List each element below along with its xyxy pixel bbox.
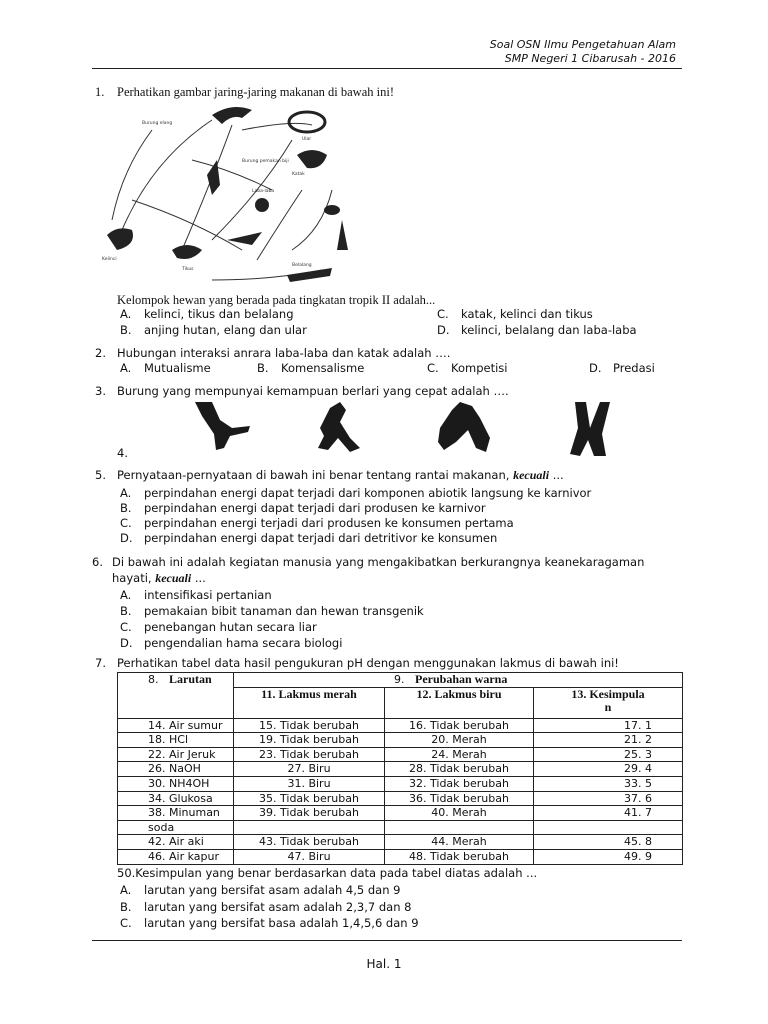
option-letter: D. [589,361,602,375]
q6-option-b[interactable] [120,604,424,618]
option-text: perpindahan energi dapat terjadi dari produsen ke karnivor [144,501,486,515]
option-letter: D. [120,636,133,650]
q5-emphasis: kecuali [513,468,550,482]
cell-larutan: 22. Air Jeruk [118,747,234,762]
option-letter: B. [120,323,132,337]
q5-option-d[interactable] [120,531,497,545]
option-text: larutan yang bersifat basa adalah 1,4,5,6 dan 9 [144,916,419,930]
q2-option-b[interactable] [257,361,364,375]
cell-lakmus-merah: 27. Biru [234,762,385,777]
cell-kesimpulan: 25. 3 [534,747,683,762]
cell-lakmus-merah: 31. Biru [234,776,385,791]
q2-number: 2. [95,346,106,360]
q5-option-a[interactable] [120,486,591,500]
option-text: pemakaian bibit tanaman dan hewan transgenik [144,604,424,618]
fig-label-grasshopper: Belalang [292,263,312,268]
cell-lakmus-biru: 36. Tidak berubah [385,791,534,806]
header-label: 12. Lakmus biru [416,686,502,701]
fig-label-mouse: Tikus [182,267,194,272]
header-larutan [118,673,234,719]
option-letter: D. [120,531,133,545]
option-text: perpindahan energi dapat terjadi dari detritivor ke konsumen [144,531,498,545]
q6-option-a[interactable] [120,588,272,602]
fig-label-eagle: Burung elang [142,121,173,126]
table-row [118,820,683,835]
option-letter: B. [120,604,132,618]
header-line-1: Soal OSN Ilmu Pengetahuan Alam [489,38,676,51]
q5-text-tail: ... [549,468,564,482]
cell-lakmus-merah [234,820,385,835]
cell-lakmus-biru: 32. Tidak berubah [385,776,534,791]
q1-option-a[interactable] [120,307,294,321]
header-line-2: SMP Negeri 1 Cibarusah - 2016 [504,52,676,65]
ph-table [117,672,683,865]
cell-lakmus-merah: 35. Tidak berubah [234,791,385,806]
q6-number: 6. [92,555,103,569]
cell-lakmus-merah: 43. Tidak berubah [234,835,385,850]
bird-foot-d-icon [570,402,610,456]
header-lakmus-biru [385,687,534,718]
table-row [118,849,683,864]
table-row [118,733,683,748]
q1-option-d[interactable] [437,323,637,337]
header-perubahan [234,673,683,688]
option-text: Predasi [613,361,655,375]
option-text: Kompetisi [451,361,508,375]
option-text: pengendalian hama secara biologi [144,636,343,650]
option-letter: A. [120,588,132,602]
cell-larutan: soda [118,820,234,835]
cell-lakmus-merah: 19. Tidak berubah [234,733,385,748]
q50-text: 50.Kesimpulan yang benar berdasarkan data pada tabel diatas adalah ... [117,866,538,880]
q1-text: Perhatikan gambar jaring-jaring makanan di bawah ini! [117,85,394,99]
q6-text-line2 [112,571,206,586]
cell-lakmus-biru: 48. Tidak berubah [385,849,534,864]
header-label: n [604,700,612,715]
table-row [118,747,683,762]
q1-stem: Kelompok hewan yang berada pada tingkatan tropik II adalah... [117,293,436,307]
option-letter: D. [437,323,450,337]
option-letter: C. [427,361,439,375]
q5-option-c[interactable] [120,516,514,530]
option-text: perpindahan energi terjadi dari produsen ke konsumen pertama [144,516,514,530]
cell-larutan: 18. HCl [118,733,234,748]
cell-lakmus-biru [385,820,534,835]
header-label: 11. Lakmus merah [261,686,357,701]
cell-kesimpulan: 41. 7 [534,806,683,821]
header-kesimpulan [534,687,683,718]
option-letter: C. [120,916,132,930]
cell-kesimpulan: 45. 8 [534,835,683,850]
footer-rule [92,940,682,941]
option-text: larutan yang bersifat asam adalah 2,3,7 dan 8 [144,900,412,914]
option-text: penebangan hutan secara liar [144,620,317,634]
option-letter: C. [120,516,132,530]
bird-feet-figure [190,398,630,458]
table-row [118,791,683,806]
table-row [118,762,683,777]
q6-text-tail: ... [191,571,206,585]
cell-lakmus-merah: 39. Tidak berubah [234,806,385,821]
q1-number: 1. [95,85,105,99]
q7-number: 7. [95,656,106,670]
option-letter: B. [257,361,269,375]
food-web-figure [92,100,350,292]
table-row [118,835,683,850]
q50-option-a[interactable] [120,883,400,897]
cell-larutan: 46. Air kapur [118,849,234,864]
option-text: perpindahan energi dapat terjadi dari komponen abiotik langsung ke karnivor [144,486,592,500]
q5-number: 5. [95,468,106,482]
option-letter: B. [120,501,132,515]
header-num: 8. [148,673,159,686]
cell-lakmus-merah: 47. Biru [234,849,385,864]
cell-larutan: 38. Minuman [118,806,234,821]
cell-kesimpulan: 29. 4 [534,762,683,777]
option-letter: A. [120,486,132,500]
q6-option-d[interactable] [120,636,342,650]
cell-lakmus-biru: 44. Merah [385,835,534,850]
table-row [118,806,683,821]
q3-number: 3. [95,384,106,398]
q50-option-b[interactable] [120,900,411,914]
cell-lakmus-merah: 15. Tidak berubah [234,718,385,733]
option-text: larutan yang bersifat asam adalah 4,5 dan 9 [144,883,401,897]
q1-option-b[interactable] [120,323,307,337]
header-label: 13. Kesimpula [571,686,645,701]
table-row [118,776,683,791]
beetle-icon [324,205,340,215]
header-larutan-label: Larutan [169,672,212,686]
option-letter: A. [120,361,132,375]
cell-kesimpulan: 49. 9 [534,849,683,864]
option-text: kelinci, tikus dan belalang [144,307,294,321]
q6-emphasis: kecuali [155,571,192,585]
page-number: Hal. 1 [366,957,402,971]
q5-text [117,468,564,483]
q2-option-c[interactable] [427,361,507,375]
cell-larutan: 42. Air aki [118,835,234,850]
q2-option-a[interactable] [120,361,211,375]
fig-label-snake: Ular [302,137,312,142]
cell-lakmus-biru: 24. Merah [385,747,534,762]
cell-kesimpulan: 37. 6 [534,791,683,806]
cell-kesimpulan [534,820,683,835]
fig-label-spider: Laba-laba [252,189,275,194]
q6-text: Di bawah ini adalah kegiatan manusia yang mengakibatkan berkurangnya keanekaragaman [112,555,645,569]
cell-kesimpulan: 33. 5 [534,776,683,791]
q2-text: Hubungan interaksi anrara laba-laba dan katak adalah …. [117,346,451,360]
cell-lakmus-biru: 40. Merah [385,806,534,821]
q3-text: Burung yang mempunyai kemampuan berlari yang cepat adalah …. [117,384,509,398]
cell-lakmus-biru: 20. Merah [385,733,534,748]
option-text: kelinci, belalang dan laba-laba [461,323,637,337]
cell-lakmus-biru: 16. Tidak berubah [385,718,534,733]
header-lakmus-merah [234,687,385,718]
table-row [118,718,683,733]
option-text: katak, kelinci dan tikus [461,307,593,321]
option-letter: B. [120,900,132,914]
cell-kesimpulan: 21. 2 [534,733,683,748]
cell-larutan: 30. NH4OH [118,776,234,791]
bird-foot-a-icon [195,402,250,450]
q7-text: Perhatikan tabel data hasil pengukuran pH dengan menggunakan lakmus di bawah ini! [117,656,619,670]
option-text: Komensalisme [281,361,365,375]
cell-larutan: 14. Air sumur [118,718,234,733]
fig-label-rabbit: Kelinci [102,257,117,262]
bird-foot-b-icon [318,402,360,452]
q4-number: 4. [117,446,128,460]
q50-option-c[interactable] [120,916,419,930]
option-letter: C. [120,620,132,634]
q5-option-b[interactable] [120,501,486,515]
header-num: 9. [394,673,405,686]
bird-foot-c-icon [438,402,490,452]
cell-kesimpulan: 17. 1 [534,718,683,733]
header-perubahan-label: Perubahan warna [415,672,508,686]
cell-lakmus-biru: 28. Tidak berubah [385,762,534,777]
table-header-row [118,673,683,688]
cell-larutan: 34. Glukosa [118,791,234,806]
q1-option-c[interactable] [437,307,593,321]
fig-label-seedbird: Burung pemakan biji [242,159,289,164]
header-rule [92,68,682,69]
option-letter: C. [437,307,449,321]
q2-option-d[interactable] [589,361,655,375]
q5-text-main: Pernyataan-pernyataan di bawah ini benar tentang rantai makanan, [117,468,514,482]
option-text: intensifikasi pertanian [144,588,272,602]
cell-larutan: 26. NaOH [118,762,234,777]
option-text: anjing hutan, elang dan ular [144,323,307,337]
option-text: Mutualisme [144,361,211,375]
spider-icon [255,198,269,212]
cell-lakmus-merah: 23. Tidak berubah [234,747,385,762]
fig-label-frog: Katak [292,172,305,177]
option-letter: A. [120,883,132,897]
q6-option-c[interactable] [120,620,317,634]
q6-text2: hayati, [112,571,156,585]
option-letter: A. [120,307,132,321]
